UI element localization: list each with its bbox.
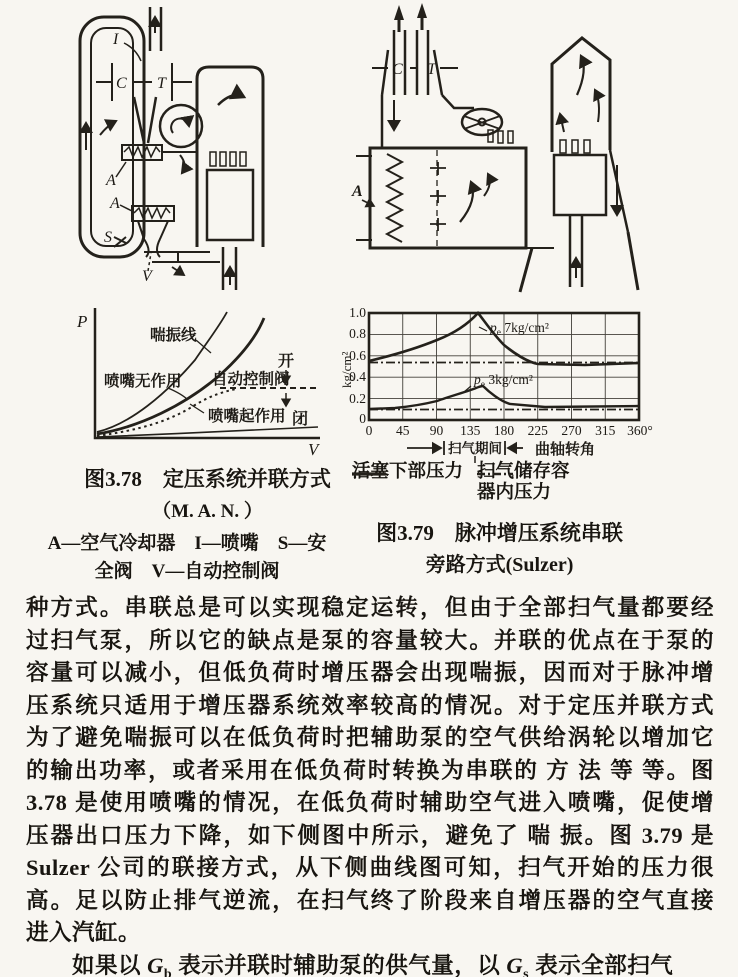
legend-label: 扫气储存容 器内压力: [477, 462, 570, 503]
fig378-caption-subtitle: （M. A. N. ）: [152, 501, 263, 522]
x-tick: 135: [460, 423, 481, 438]
nozzle-active-label: 喷嘴起作用: [208, 408, 286, 425]
air-cooler-label: A: [106, 172, 116, 189]
flow-arrow: [172, 267, 184, 275]
x-tick: 315: [595, 423, 616, 438]
y-axis-label: P: [77, 312, 88, 331]
fig378-pv-chart: [70, 300, 335, 458]
fig379-caption-title: 图3.79 脉冲增压系统串联: [376, 521, 623, 545]
turbine-label: T: [427, 61, 436, 78]
flow-arrow: [460, 182, 473, 222]
valve-open-label: 开: [278, 353, 295, 370]
body-text-line: 容量可以减小，但低负荷时增压器会出现喘振，因而对于脉冲增: [26, 660, 714, 685]
legend-item-dashdot: [477, 462, 570, 504]
flow-arrow: [180, 155, 185, 173]
dashdot-line-symbol: [477, 471, 513, 477]
fig379-legend: [352, 462, 652, 504]
valve-closed-label: 闭: [292, 411, 309, 428]
flow-arrow: [394, 5, 404, 20]
air-cooler-label: A: [352, 183, 363, 200]
curve2-label: $p_e$ 3kg/cm²: [474, 372, 533, 390]
flow-arrow: [417, 3, 427, 18]
compressor-label: C: [392, 61, 403, 78]
legend-label: 活塞下部压力: [352, 462, 464, 482]
body-text-line: 压系统只适用于增压器系统效率较高的情况。对于定压并联方式: [26, 693, 714, 718]
solid-line-symbol: [352, 471, 386, 477]
rotation-arrow: [171, 119, 189, 133]
body-text-line: 高。足以防止排气逆流，在扫气终了阶段来自增压器的空气直接: [26, 888, 714, 913]
x-tick: 270: [561, 423, 582, 438]
auto-valve-label: 自动控制阀: [212, 371, 290, 388]
x-tick: 360°: [627, 423, 653, 438]
auto-valve-label: V: [142, 268, 152, 285]
fig378-caption-title: 图3.78 定压系统并联方式: [84, 467, 331, 491]
x-tick: 225: [527, 423, 548, 438]
fig379-schematic-diagram: [342, 0, 642, 295]
y-tick: 0: [359, 411, 366, 426]
legend-item-solid: [352, 462, 463, 504]
nozzle-label: I: [113, 31, 119, 48]
flow-arrow: [218, 95, 244, 105]
x-tick: 180: [493, 423, 515, 438]
y-tick: 1.0: [349, 305, 366, 320]
body-text-line: 3.78 是使用喷嘴的情况，在低负荷时辅助空气进入喷嘴，促使增: [26, 790, 714, 815]
y-tick: 0.2: [349, 391, 366, 406]
x-tick: 0: [365, 423, 373, 438]
body-text-line: 压器出口压力下降，如下侧图中所示，避免了 喘 振。图 3.79 是: [26, 823, 714, 848]
y-tick: 0.6: [349, 348, 366, 363]
air-cooler-label: A: [110, 195, 120, 212]
x-tick: 90: [429, 423, 444, 438]
surge-line-label: 喘振线: [150, 327, 197, 344]
body-text-line: 为了避免喘振可以在低负荷时把辅助泵的空气供给涡轮以增加它: [26, 725, 714, 750]
body-text-line: 如果以 $G_b$ 表示并联时辅助泵的供气量，以 $G_s$ 表示全部扫气: [72, 953, 674, 977]
curve1-label: $p_e$ 7kg/cm²: [490, 320, 549, 338]
x-axis-label: V: [308, 440, 319, 459]
fig379-pressure-chart: [339, 300, 653, 462]
body-text-line: Sulzer 公司的联接方式，从下侧曲线图可知，扫气开始的压力很: [26, 855, 714, 880]
turbine-label: T: [157, 75, 166, 92]
crank-angle-label: 曲轴转角: [535, 442, 596, 458]
body-text-line: 过扫气泵，所以它的缺点是泵的容量较大。并联的优点在于泵的: [26, 628, 714, 653]
fig378-schematic-diagram: [60, 5, 350, 293]
y-tick: 0.8: [349, 326, 366, 341]
body-text-line: 的输出功率，或者采用在低负荷时转换为串联的 方 法 等 等。图: [26, 758, 714, 783]
compressor-label: C: [116, 75, 127, 92]
flow-arrow: [560, 114, 564, 132]
y-axis-unit: kg/cm²: [339, 351, 354, 388]
y-tick: 0.4: [349, 369, 366, 384]
safety-valve-label: S: [104, 229, 112, 246]
fig378-caption-key-line1: A—空气冷却器 I—喷嘴 S—安: [47, 533, 327, 554]
flow-arrow: [484, 174, 490, 196]
fig379-caption-subtitle: 旁路方式(Sulzer): [425, 554, 574, 576]
body-text-line: 进入汽缸。: [26, 920, 142, 945]
fig378-caption-key-line2: 全阀 V—自动控制阀: [94, 561, 280, 582]
body-text-line: 种方式。串联总是可以实现稳定运转，但由于全部扫气量都要经: [26, 595, 714, 620]
flow-arrow: [577, 56, 584, 95]
nozzle-inactive-label: 喷嘴无作用: [104, 373, 182, 390]
scavenge-period-label: 扫气期间: [448, 441, 502, 456]
flow-arrow: [100, 121, 116, 135]
x-tick: 45: [396, 423, 410, 438]
flow-arrow: [595, 90, 599, 122]
